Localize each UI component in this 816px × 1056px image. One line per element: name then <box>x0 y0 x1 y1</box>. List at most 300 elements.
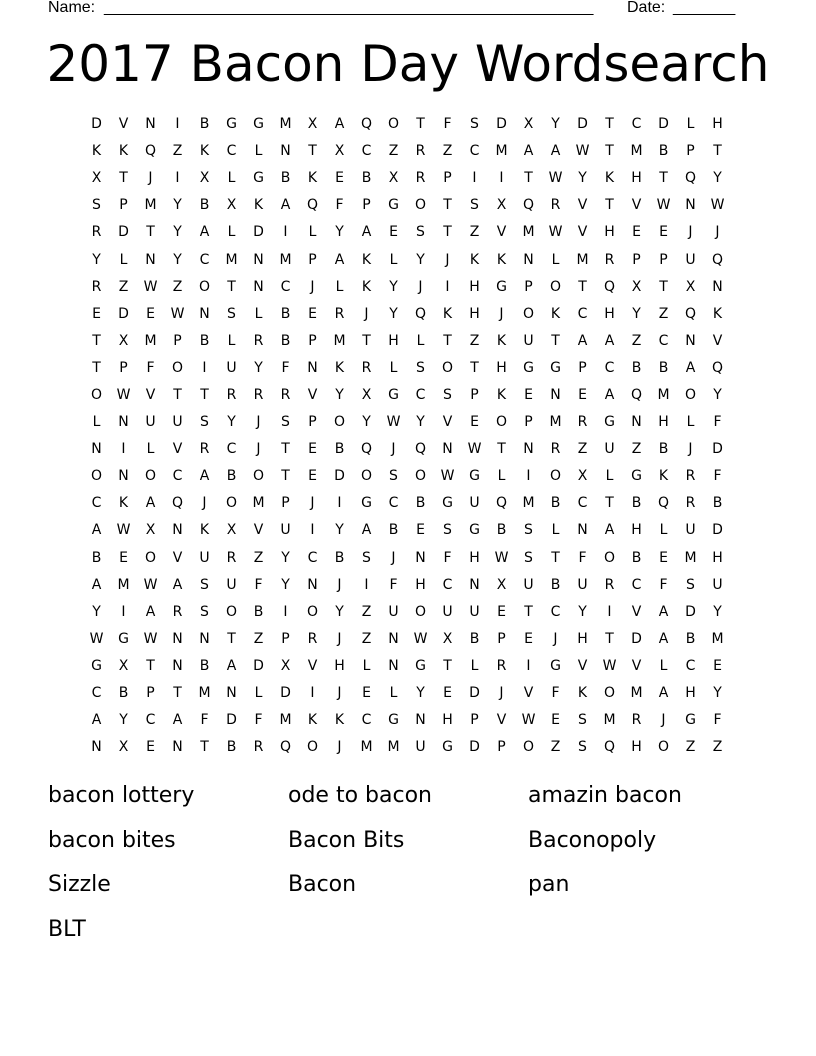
grid-letter: Z <box>658 305 669 322</box>
grid-letter: M <box>387 739 400 756</box>
grid-letter: A <box>91 576 102 593</box>
grid-letter: Z <box>253 630 264 647</box>
grid-letter: L <box>335 278 344 295</box>
grid-letter: S <box>200 414 209 431</box>
grid-letter: F <box>713 414 722 431</box>
grid-letter: X <box>361 386 372 403</box>
grid-letter: X <box>145 522 156 539</box>
grid-letter: Y <box>713 685 722 702</box>
grid-letter: C <box>550 603 561 620</box>
grid-letter: N <box>172 739 183 756</box>
grid-letter: R <box>253 739 264 756</box>
grid-letter: Z <box>442 143 453 160</box>
grid-letter: P <box>146 685 155 702</box>
grid-letter: B <box>226 739 237 756</box>
grid-letter: X <box>118 657 129 674</box>
grid-letter: K <box>361 251 372 268</box>
grid-letter: A <box>334 251 345 268</box>
grid-letter: H <box>604 224 615 241</box>
grid-letter: N <box>523 441 534 458</box>
grid-letter: V <box>172 441 183 458</box>
grid-letter: M <box>522 495 535 512</box>
grid-row <box>83 165 731 192</box>
grid-letter: C <box>577 495 588 512</box>
grid-letter: E <box>335 170 344 187</box>
grid-letter: F <box>443 549 452 566</box>
grid-letter: Q <box>603 278 616 295</box>
grid-letter: P <box>308 414 317 431</box>
grid-letter: A <box>91 712 102 729</box>
grid-letter: A <box>658 603 669 620</box>
grid-letter: L <box>659 657 668 674</box>
grid-letter: P <box>281 495 290 512</box>
grid-letter: A <box>604 332 615 349</box>
grid-letter: J <box>688 224 693 241</box>
grid-letter: K <box>334 712 345 729</box>
grid-letter: V <box>253 522 264 539</box>
grid-letter: Q <box>711 359 724 376</box>
grid-letter: K <box>91 143 102 160</box>
grid-letter: V <box>307 657 318 674</box>
grid-letter: V <box>523 685 534 702</box>
grid-letter: Q <box>522 197 535 214</box>
grid-letter: F <box>254 576 263 593</box>
grid-letter: T <box>119 170 128 187</box>
grid-letter: A <box>523 143 534 160</box>
grid-row <box>83 274 731 301</box>
grid-letter: E <box>308 468 317 485</box>
grid-letter: W <box>143 576 158 593</box>
grid-letter: K <box>658 468 669 485</box>
name-label: Name: <box>48 0 96 16</box>
grid-letter: X <box>226 197 237 214</box>
grid-letter: X <box>685 278 696 295</box>
grid-letter: X <box>199 170 210 187</box>
grid-letter: T <box>146 224 155 241</box>
grid-letter: J <box>148 170 153 187</box>
grid-letter: E <box>308 305 317 322</box>
grid-letter: D <box>631 630 642 647</box>
grid-letter: K <box>550 305 561 322</box>
grid-letter: E <box>632 224 641 241</box>
word-bank-item: bacon bites <box>48 827 176 853</box>
grid-letter: Y <box>362 414 371 431</box>
grid-letter: I <box>175 170 180 187</box>
grid-letter: M <box>198 685 211 702</box>
page-title: 2017 Bacon Day Wordsearch <box>46 35 770 93</box>
grid-letter: A <box>550 143 561 160</box>
grid-letter: D <box>334 468 345 485</box>
grid-letter: G <box>118 630 129 647</box>
grid-letter: B <box>280 170 291 187</box>
grid-letter: D <box>91 116 102 133</box>
grid-letter: Y <box>173 251 182 268</box>
grid-letter: C <box>685 657 696 674</box>
grid-letter: O <box>225 495 238 512</box>
grid-letter: Q <box>414 305 427 322</box>
grid-letter: O <box>495 414 508 431</box>
grid-letter: C <box>172 468 183 485</box>
grid-letter: F <box>335 197 344 214</box>
grid-letter: W <box>89 630 104 647</box>
grid-letter: X <box>307 116 318 133</box>
grid-letter: T <box>659 278 668 295</box>
grid-letter: T <box>416 116 425 133</box>
grid-letter: F <box>578 549 587 566</box>
grid-letter: W <box>440 468 455 485</box>
word-bank-item: Bacon <box>288 872 357 897</box>
grid-letter: E <box>443 685 452 702</box>
grid-letter: C <box>91 495 102 512</box>
grid-letter: H <box>631 170 642 187</box>
grid-letter: Y <box>416 414 425 431</box>
grid-letter: A <box>91 522 102 539</box>
grid-letter: C <box>658 332 669 349</box>
grid-letter: E <box>497 603 506 620</box>
grid-letter: M <box>657 386 670 403</box>
grid-letter: P <box>362 197 371 214</box>
grid-letter: I <box>526 468 531 485</box>
grid-letter: Q <box>711 251 724 268</box>
grid-letter: T <box>605 143 614 160</box>
grid-letter: K <box>496 332 507 349</box>
grid-letter: L <box>227 332 236 349</box>
grid-letter: T <box>443 332 452 349</box>
grid-letter: Z <box>253 549 264 566</box>
grid-letter: C <box>199 251 210 268</box>
grid-letter: M <box>495 143 508 160</box>
grid-letter: V <box>712 332 723 349</box>
grid-letter: V <box>631 197 642 214</box>
grid-letter: P <box>308 332 317 349</box>
grid-letter: Y <box>389 278 398 295</box>
grid-letter: C <box>280 278 291 295</box>
grid-letter: U <box>523 576 534 593</box>
grid-letter: U <box>469 603 480 620</box>
grid-letter: G <box>253 116 264 133</box>
grid-letter: E <box>524 386 533 403</box>
grid-letter: G <box>469 468 480 485</box>
grid-letter: I <box>310 522 315 539</box>
grid-letter: J <box>499 685 504 702</box>
grid-letter: D <box>469 739 480 756</box>
grid-letter: D <box>496 116 507 133</box>
grid-letter: U <box>226 359 237 376</box>
grid-letter: T <box>308 143 317 160</box>
grid-letter: O <box>333 414 346 431</box>
grid-letter: Q <box>360 116 373 133</box>
grid-letter: N <box>145 251 156 268</box>
grid-letter: I <box>364 576 369 593</box>
grid-row <box>83 734 731 761</box>
grid-letter: A <box>280 197 291 214</box>
grid-letter: Y <box>713 170 722 187</box>
grid-letter: P <box>578 359 587 376</box>
grid-letter: F <box>443 116 452 133</box>
grid-letter: D <box>577 116 588 133</box>
grid-letter: Z <box>388 143 399 160</box>
grid-letter: T <box>200 386 209 403</box>
grid-letter: Q <box>279 739 292 756</box>
grid-letter: Q <box>630 386 643 403</box>
grid-letter: H <box>469 549 480 566</box>
grid-letter: N <box>253 251 264 268</box>
grid-letter: D <box>712 522 723 539</box>
grid-letter: S <box>389 468 398 485</box>
grid-letter: N <box>577 522 588 539</box>
grid-letter: B <box>280 332 291 349</box>
grid-letter: Y <box>119 712 128 729</box>
grid-row <box>83 355 731 382</box>
grid-letter: R <box>334 305 345 322</box>
grid-letter: L <box>389 251 398 268</box>
grid-letter: H <box>334 657 345 674</box>
grid-letter: V <box>631 657 642 674</box>
grid-letter: E <box>713 657 722 674</box>
grid-letter: M <box>684 549 697 566</box>
grid-row <box>83 490 731 517</box>
grid-letter: F <box>551 685 560 702</box>
grid-letter: L <box>659 522 668 539</box>
grid-letter: N <box>523 251 534 268</box>
grid-letter: H <box>658 414 669 431</box>
grid-letter: R <box>550 441 561 458</box>
grid-letter: V <box>577 197 588 214</box>
grid-letter: A <box>361 522 372 539</box>
grid-letter: B <box>415 495 426 512</box>
grid-letter: Y <box>173 224 182 241</box>
grid-letter: D <box>280 685 291 702</box>
grid-letter: Y <box>335 603 344 620</box>
grid-letter: Z <box>631 441 642 458</box>
grid-letter: N <box>91 441 102 458</box>
grid-letter: Y <box>173 197 182 214</box>
grid-row <box>83 653 731 680</box>
grid-letter: U <box>604 441 615 458</box>
grid-letter: H <box>577 630 588 647</box>
grid-row <box>83 246 731 273</box>
grid-letter: T <box>551 549 560 566</box>
grid-letter: W <box>116 386 131 403</box>
grid-letter: I <box>121 603 126 620</box>
grid-letter: T <box>605 116 614 133</box>
grid-letter: W <box>143 630 158 647</box>
grid-letter: K <box>496 386 507 403</box>
grid-row <box>83 599 731 626</box>
grid-letter: U <box>145 414 156 431</box>
grid-letter: J <box>337 685 342 702</box>
grid-letter: X <box>388 170 399 187</box>
grid-letter: H <box>631 739 642 756</box>
grid-letter: K <box>118 495 129 512</box>
grid-letter: I <box>607 603 612 620</box>
grid-letter: R <box>496 657 507 674</box>
grid-letter: Y <box>335 386 344 403</box>
grid-letter: M <box>630 685 643 702</box>
grid-letter: S <box>443 522 452 539</box>
grid-letter: P <box>470 712 479 729</box>
word-bank-item: Sizzle <box>48 872 111 897</box>
grid-letter: I <box>283 603 288 620</box>
grid-letter: K <box>712 305 723 322</box>
grid-row <box>83 301 731 328</box>
grid-letter: E <box>362 685 371 702</box>
grid-letter: T <box>578 278 587 295</box>
grid-letter: S <box>92 197 101 214</box>
grid-letter: Z <box>631 332 642 349</box>
grid-letter: A <box>172 576 183 593</box>
grid-letter: B <box>550 495 561 512</box>
grid-letter: M <box>576 251 589 268</box>
word-bank-item: amazin bacon <box>528 783 682 808</box>
grid-letter: F <box>713 468 722 485</box>
grid-letter: R <box>172 603 183 620</box>
grid-letter: R <box>91 278 102 295</box>
grid-letter: S <box>443 386 452 403</box>
grid-letter: T <box>605 630 614 647</box>
grid-letter: E <box>578 386 587 403</box>
grid-letter: Y <box>92 251 101 268</box>
grid-letter: C <box>631 576 642 593</box>
grid-letter: E <box>416 522 425 539</box>
grid-letter: C <box>307 549 318 566</box>
grid-row <box>83 192 731 219</box>
grid-letter: W <box>548 224 563 241</box>
grid-row <box>83 572 731 599</box>
grid-letter: O <box>549 278 562 295</box>
grid-letter: B <box>91 549 102 566</box>
grid-letter: A <box>658 630 669 647</box>
grid-letter: T <box>605 197 614 214</box>
grid-letter: W <box>386 414 401 431</box>
grid-letter: U <box>415 739 426 756</box>
grid-letter: Q <box>684 170 697 187</box>
grid-letter: K <box>307 170 318 187</box>
grid-letter: B <box>199 197 210 214</box>
word-bank-item: Bacon Bits <box>288 827 405 853</box>
grid-row <box>83 111 731 138</box>
grid-letter: H <box>442 712 453 729</box>
grid-letter: X <box>496 197 507 214</box>
grid-letter: X <box>91 170 102 187</box>
grid-letter: V <box>577 224 588 241</box>
grid-letter: G <box>388 386 399 403</box>
grid-letter: N <box>199 305 210 322</box>
grid-letter: N <box>307 359 318 376</box>
grid-letter: T <box>173 685 182 702</box>
grid-letter: T <box>443 657 452 674</box>
grid-letter: E <box>146 305 155 322</box>
grid-letter: U <box>523 332 534 349</box>
grid-letter: G <box>631 468 642 485</box>
grid-letter: C <box>226 143 237 160</box>
grid-letter: V <box>442 414 453 431</box>
grid-letter: E <box>146 739 155 756</box>
grid-letter: B <box>658 359 669 376</box>
grid-letter: H <box>604 305 615 322</box>
grid-letter: J <box>202 495 207 512</box>
grid-letter: T <box>281 441 290 458</box>
grid-letter: M <box>630 143 643 160</box>
grid-letter: L <box>92 414 101 431</box>
grid-letter: T <box>200 739 209 756</box>
grid-letter: N <box>631 414 642 431</box>
grid-letter: E <box>389 224 398 241</box>
grid-letter: C <box>388 495 399 512</box>
grid-letter: G <box>253 170 264 187</box>
grid-letter: O <box>144 549 157 566</box>
grid-letter: L <box>254 143 263 160</box>
grid-letter: O <box>171 359 184 376</box>
grid-letter: C <box>442 576 453 593</box>
grid-letter: W <box>494 549 509 566</box>
grid-letter: H <box>496 359 507 376</box>
grid-letter: W <box>710 197 725 214</box>
grid-letter: B <box>199 116 210 133</box>
grid-letter: O <box>414 197 427 214</box>
grid-letter: D <box>118 224 129 241</box>
grid-letter: G <box>415 657 426 674</box>
grid-letter: O <box>657 739 670 756</box>
grid-letter: N <box>469 576 480 593</box>
grid-letter: I <box>310 685 315 702</box>
grid-letter: K <box>577 685 588 702</box>
grid-letter: T <box>443 224 452 241</box>
grid-letter: J <box>715 224 720 241</box>
grid-letter: E <box>470 414 479 431</box>
grid-letter: L <box>416 332 425 349</box>
grid-letter: A <box>199 224 210 241</box>
grid-letter: H <box>415 576 426 593</box>
grid-letter: X <box>631 278 642 295</box>
grid-letter: T <box>92 359 101 376</box>
grid-row <box>83 328 731 355</box>
grid-letter: V <box>631 603 642 620</box>
grid-letter: P <box>119 197 128 214</box>
grid-letter: N <box>415 549 426 566</box>
grid-letter: W <box>116 522 131 539</box>
grid-letter: A <box>145 603 156 620</box>
grid-letter: B <box>496 522 507 539</box>
grid-letter: T <box>497 441 506 458</box>
grid-letter: L <box>551 522 560 539</box>
grid-letter: N <box>712 278 723 295</box>
grid-letter: P <box>470 386 479 403</box>
grid-letter: H <box>712 116 723 133</box>
grid-letter: Y <box>578 603 587 620</box>
grid-letter: O <box>414 603 427 620</box>
grid-letter: T <box>146 657 155 674</box>
grid-letter: A <box>604 522 615 539</box>
grid-letter: K <box>253 197 264 214</box>
grid-letter: B <box>388 522 399 539</box>
grid-letter: W <box>521 712 536 729</box>
grid-letter: N <box>226 685 237 702</box>
grid-letter: S <box>524 522 533 539</box>
grid-row <box>83 382 731 409</box>
grid-letter: R <box>604 576 615 593</box>
grid-letter: Q <box>360 441 373 458</box>
grid-letter: S <box>686 576 695 593</box>
grid-letter: R <box>199 441 210 458</box>
grid-letter: J <box>688 441 693 458</box>
grid-letter: H <box>685 685 696 702</box>
grid-letter: P <box>632 251 641 268</box>
grid-letter: D <box>118 305 129 322</box>
grid-letter: C <box>577 305 588 322</box>
word-bank-item: ode to bacon <box>288 783 432 808</box>
grid-letter: Q <box>306 197 319 214</box>
